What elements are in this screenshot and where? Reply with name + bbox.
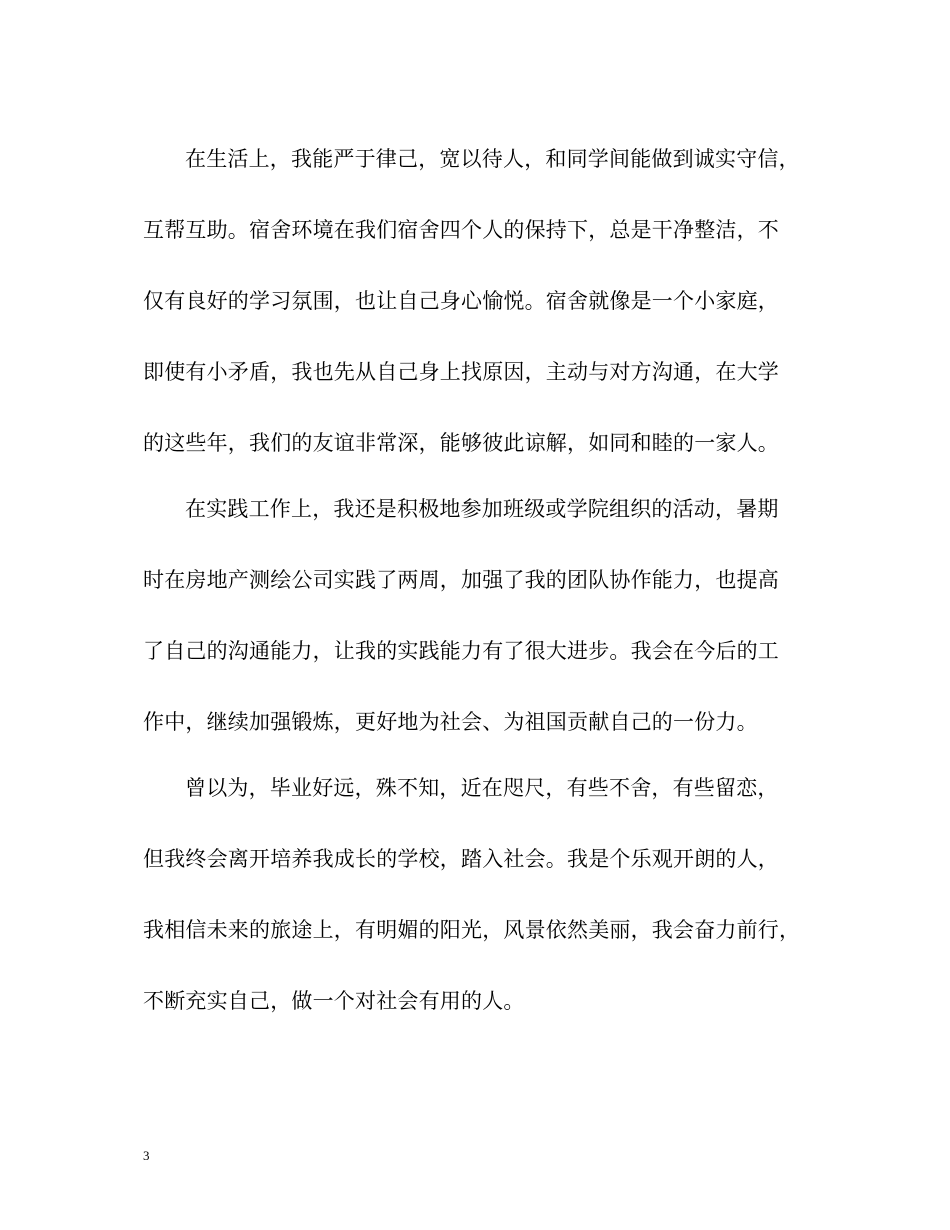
paragraph-3-line-4: 不断充实自己，做一个对社会有用的人。 bbox=[143, 989, 525, 1013]
paragraph-2-line-4: 作中，继续加强锻炼，更好地为社会、为祖国贡献自己的一份力。 bbox=[143, 710, 758, 734]
paragraph-2-line-2: 时在房地产测绘公司实践了两周，加强了我的团队协作能力，也提高 bbox=[143, 568, 779, 592]
page-number: 3 bbox=[143, 1148, 150, 1163]
paragraph-1-line-5: 的这些年，我们的友谊非常深，能够彼此谅解，如同和睦的一家人。 bbox=[143, 431, 779, 455]
paragraph-2-line-1: 在实践工作上，我还是积极地参加班级或学院组织的活动，暑期 bbox=[185, 497, 779, 521]
paragraph-3-line-1: 曾以为，毕业好远，殊不知，近在咫尺，有些不舍，有些留恋， bbox=[185, 776, 779, 800]
paragraph-1-line-3: 仅有良好的学习氛围，也让自己身心愉悦。宿舍就像是一个小家庭， bbox=[143, 289, 779, 313]
paragraph-1-line-2: 互帮互助。宿舍环境在我们宿舍四个人的保持下，总是干净整洁，不 bbox=[143, 218, 779, 242]
paragraph-1-line-1: 在生活上，我能严于律己，宽以待人，和同学间能做到诚实守信， bbox=[185, 147, 800, 171]
paragraph-1-line-4: 即使有小矛盾，我也先从自己身上找原因，主动与对方沟通，在大学 bbox=[143, 360, 779, 384]
paragraph-3-line-2: 但我终会离开培养我成长的学校，踏入社会。我是个乐观开朗的人， bbox=[143, 847, 779, 871]
paragraph-3-line-3: 我相信未来的旅途上，有明媚的阳光，风景依然美丽，我会奋力前行， bbox=[143, 918, 801, 942]
paragraph-2-line-3: 了自己的沟通能力，让我的实践能力有了很大进步。我会在今后的工 bbox=[143, 639, 779, 663]
